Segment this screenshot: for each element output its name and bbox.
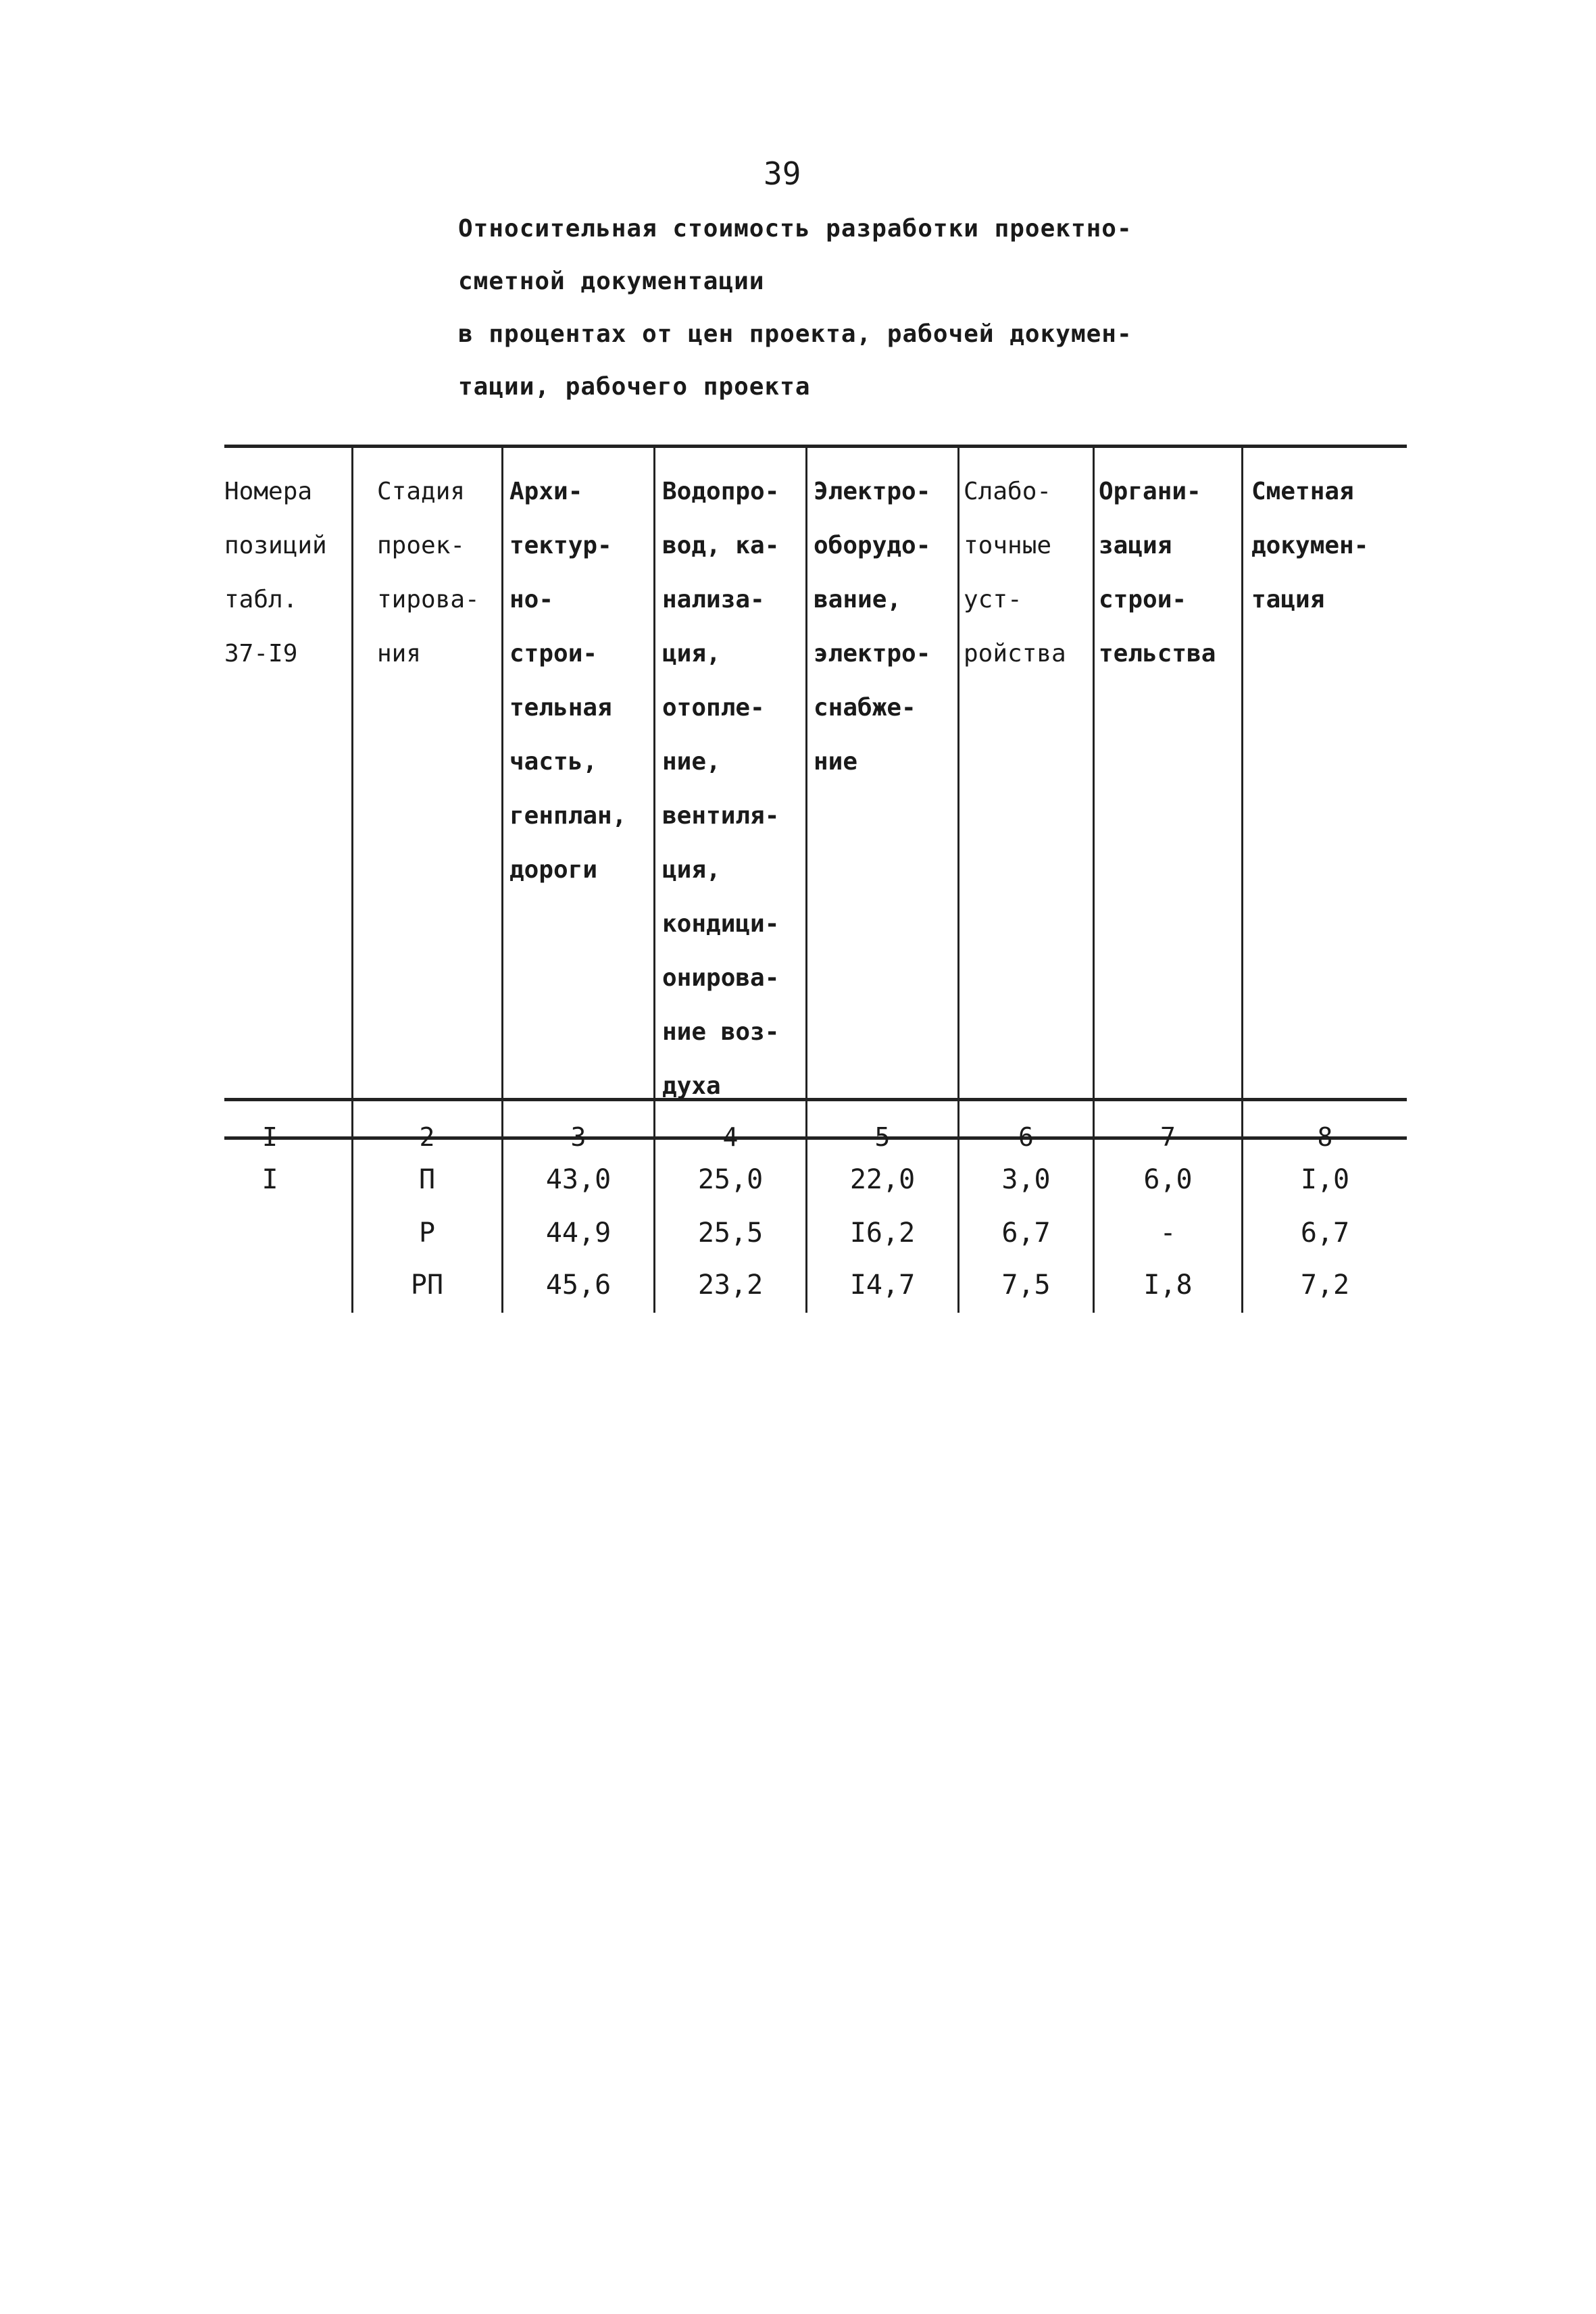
- table-cell: 45,6: [545, 1269, 612, 1301]
- header-line: тация: [1251, 586, 1325, 613]
- column-number: 6: [1018, 1122, 1034, 1152]
- header-line: докумен-: [1251, 532, 1369, 559]
- header-line: зация: [1099, 532, 1172, 559]
- header-line: ние,: [662, 748, 721, 776]
- column-number: 2: [419, 1122, 435, 1152]
- table-cell: [224, 1265, 316, 1305]
- page-number: 39: [764, 155, 801, 192]
- header-water-supply: [662, 465, 779, 1113]
- table-cell: 23,2: [697, 1269, 764, 1301]
- table-cell: I,8: [1143, 1269, 1193, 1301]
- header-line: дороги: [509, 856, 598, 884]
- header-line: тельства: [1099, 640, 1216, 668]
- header-construction-org: [1099, 465, 1216, 681]
- header-line: электро-: [814, 640, 931, 668]
- table-cell: П: [418, 1164, 436, 1195]
- header-positions: [224, 465, 327, 681]
- header-line: ние воз-: [662, 1018, 780, 1046]
- table-cell: I6,2: [849, 1217, 916, 1249]
- table-cell: Р: [418, 1217, 436, 1249]
- table-cell: 25,0: [697, 1164, 764, 1195]
- header-line: строи-: [509, 640, 598, 668]
- column-number: 5: [874, 1122, 891, 1152]
- header-line: ние: [814, 748, 858, 776]
- header-line: вод, ка-: [662, 532, 780, 559]
- table-cell: 7,2: [1300, 1269, 1350, 1301]
- header-line: ния: [377, 640, 422, 668]
- table-cell: 6,7: [1001, 1217, 1051, 1249]
- header-line: вентиля-: [662, 802, 780, 830]
- table-cell: 43,0: [545, 1164, 612, 1195]
- table-cell: РП: [410, 1269, 444, 1301]
- header-line: тектур-: [509, 532, 612, 559]
- header-line: Номера: [224, 478, 313, 505]
- header-line: отопле-: [662, 694, 765, 722]
- header-line: снабже-: [814, 694, 916, 722]
- table-cell: 3,0: [1001, 1164, 1051, 1195]
- header-stage: [377, 465, 480, 681]
- title-line: тации, рабочего проекта: [458, 373, 811, 401]
- header-line: Органи-: [1099, 478, 1201, 505]
- header-line: строи-: [1099, 586, 1187, 613]
- header-estimate-docs: [1251, 465, 1368, 627]
- table-cell: 7,5: [1001, 1269, 1051, 1301]
- header-line: табл.: [224, 586, 298, 613]
- header-line: Сметная: [1251, 478, 1354, 505]
- table-cell: 22,0: [849, 1164, 916, 1195]
- column-number: 7: [1160, 1122, 1176, 1152]
- header-line: тельная: [509, 694, 612, 722]
- header-line: Водопро-: [662, 478, 780, 505]
- header-line: кондици-: [662, 910, 780, 938]
- header-line: генплан,: [509, 802, 627, 830]
- header-line: но-: [509, 586, 554, 613]
- column-number: 3: [570, 1122, 587, 1152]
- header-line: 37-I9: [224, 640, 298, 668]
- header-line: вание,: [814, 586, 902, 613]
- title-line: сметной документации: [458, 268, 765, 295]
- header-line: ция,: [662, 856, 721, 884]
- header-line: ция,: [662, 640, 721, 668]
- header-line: онирова-: [662, 964, 780, 992]
- title-line: Относительная стоимость разработки проектно-: [458, 215, 1132, 243]
- table-title: [458, 203, 1132, 413]
- title-line: в процентах от цен проекта, рабочей докумен-: [458, 320, 1132, 348]
- header-line: Стадия: [377, 478, 466, 505]
- header-line: Электро-: [814, 478, 931, 505]
- column-number: 4: [722, 1122, 739, 1152]
- table-cell: [224, 1213, 316, 1253]
- header-low-current: [964, 465, 1066, 681]
- table-cell: -: [1159, 1217, 1176, 1249]
- cost-table: [224, 445, 1407, 1316]
- header-line: точные: [964, 532, 1052, 559]
- table-cell: 6,7: [1300, 1217, 1350, 1249]
- table-cell: 6,0: [1143, 1164, 1193, 1195]
- header-electrical: [814, 465, 930, 789]
- header-line: тирова-: [377, 586, 480, 613]
- header-line: оборудо-: [814, 532, 931, 559]
- column-number: 8: [1317, 1122, 1333, 1152]
- header-line: нализа-: [662, 586, 765, 613]
- header-line: Архи-: [509, 478, 583, 505]
- header-line: уст-: [964, 586, 1022, 613]
- table-top-rule: [224, 445, 1407, 448]
- header-architecture: [509, 465, 626, 897]
- header-line: духа: [662, 1072, 721, 1100]
- header-line: Слабо-: [964, 478, 1052, 505]
- header-bottom-rule: [224, 1098, 1407, 1101]
- table-cell: I: [261, 1164, 278, 1195]
- header-line: ройства: [964, 640, 1066, 668]
- table-cell: I,0: [1300, 1164, 1350, 1195]
- table-cell: 44,9: [545, 1217, 612, 1249]
- column-number: I: [262, 1122, 278, 1152]
- table-cell: 25,5: [697, 1217, 764, 1249]
- header-line: позиций: [224, 532, 327, 559]
- header-line: проек-: [377, 532, 466, 559]
- header-line: часть,: [509, 748, 598, 776]
- table-cell: I4,7: [849, 1269, 916, 1301]
